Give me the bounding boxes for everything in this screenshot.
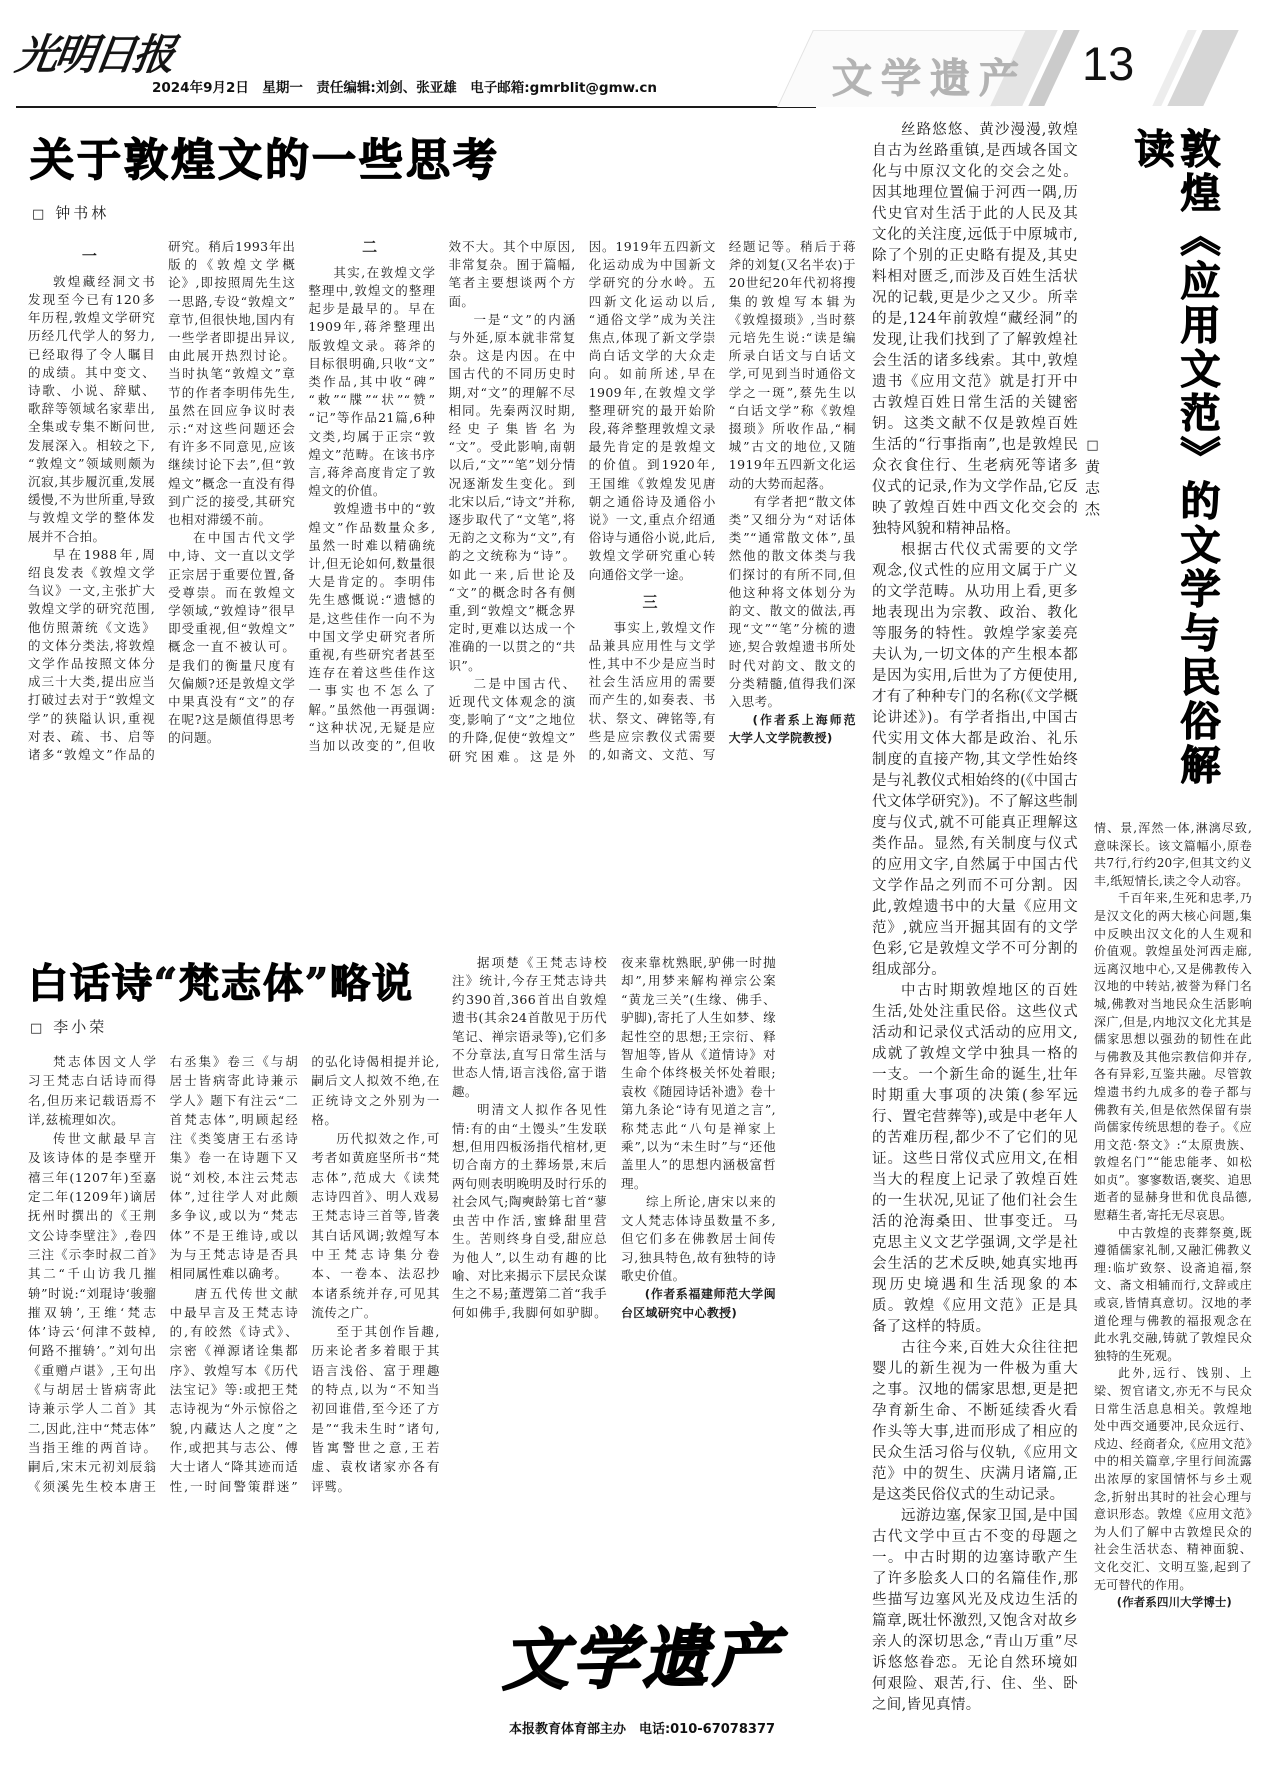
section-badge: 文学遗产 bbox=[832, 56, 1028, 102]
paragraph: 古往今来,百姓大众往往把婴儿的新生视为一件极为重大之事。汉地的儒家思想,更是把孕育新生命、不断延续香火看作头等大事,进而形成了相应的民众生活习俗与仪轨,《应用文范》中的贺生、庆满月诸篇,正是这类民俗仪式的生动记录。 bbox=[872, 1340, 1078, 1503]
attribution: (作者系上海师范大学人文学院教授) bbox=[728, 713, 856, 746]
paragraph: 其实,在敦煌文学整理中,敦煌文的整理起步是最早的。早在1909年,蒋斧整理出版敦煌文录。蒋斧的目标很明确,只收“文”类作品,其中收“碑”“敕”“牒”“状”“赞”“记”等作品21篇,6种文类,均属于正宗“敦煌文”范畴。在该书序言,蒋斧高度肯定了敦煌文的价值。 bbox=[308, 264, 436, 499]
article3-column-main bbox=[872, 120, 1078, 1784]
paragraph: 历代拟效之作,可考者如黄庭坚所书“梵志体”,范成大《读梵志诗四首》、明人戏易王梵志诗三首等,皆袭其白话风调;敦煌写本中王梵志诗集分卷本、一卷本、法忍抄本诸系统并存,可见其流传之广。 bbox=[311, 1131, 440, 1320]
article3-headline-vertical: 敦煌《应用文范》的文学与民俗解读 bbox=[1128, 128, 1221, 788]
article2-body-left bbox=[28, 1052, 440, 1790]
calligraphy-title: 文学遗产 bbox=[501, 1616, 783, 1700]
paragraph: 明清文人拟作各见性情:有的由“土馒头”生发联想,但用四板汤指代棺材,更切合南方的土葬场景,末后两句则表明晚明及时行乐的社会风气;陶奭龄第七首“蓼虫苦中作活,蜜蜂甜里营生。苦则终身自受,甜应总为他人”,以生动有趣的比喻、对比来揭示下层民众谋生之不易;董遌第二首“我手何如佛手,我脚何如驴脚。夜来靠枕熟眠,驴佛一时抛却”,用梦来解构禅宗公案“黄龙三关”(生缘、佛手、驴脚),寄托了人生如梦、缘起性空的思想;王宗衍、释智旭等,皆从《道情诗》对生命个体终极关怀处着眼;袁枚《随园诗话补遗》卷十第九条论“诗有见道之言”,称梵志此“八句是禅家上乘”,以为“未生时”与“还他盖里人”的思想内涵极富哲理。 bbox=[452, 955, 776, 1320]
paragraph: 早在1988年,周绍良发表《敦煌文学刍议》一文,主张扩大敦煌文学的研究范围,他仿照萧统《文选》的文体分类法,将敦煌文学作品按照文体分成三十大类,提出应当打破过去对于“敦煌文学”的狭隘认识,重视对表、疏、书、启等诸多“敦煌文”作品的研究。稍后1993年出版的《敦煌文学概论》,即按照周先生这一思路,专设“敦煌文”章节,但很快地,国内有一些学者即提出异议,由此展开热烈讨论。当时执笔“敦煌文”章节的作者李明伟先生,虽然在回应争议时表示:“对这些问题还会有许多不同意见,应该继续讨论下去”,但“敦煌文”概念一直没有得到广泛的接受,其研究也相对滞缓不前。 bbox=[28, 239, 296, 762]
article3-column-right bbox=[1094, 820, 1252, 1786]
attribution: (作者系四川大学博士) bbox=[1116, 1595, 1232, 1610]
paragraph: 事实上,敦煌文作品兼具应用性与文学性,其中不少是应当时社会生活应用的需要而产生的,如奏表、书状、祭文、碑铭等,有些是应宗教仪式需要的,如斋文、文范、写经题记等。稍后于蒋斧的刘复(又名半农)于20世纪20年代初将搜集的敦煌写本辑为《敦煌掇琐》,当时蔡元培先生说:“读是编所录白话文与白话文学,可见到当时通俗文学之一斑”,蔡先生以“白话文学”称《敦煌掇琐》所收作品,“桐城”古文的地位,又随1919年五四新文化运动的大势而起落。 bbox=[588, 239, 856, 762]
paragraph: 千百年来,生死和忠孝,乃是汉文化的两大核心问题,集中反映出汉文化的人生观和价值观。敦煌虽处河西走廊,远离汉地中心,又是佛教传入汉地的中转站,被誉为释门名城,佛教对当地民众生活影响深广,但是,内地汉文化尤其是儒家思想以强劲的韧性在此与佛教及其他宗教信仰并存,各有异彩,互鉴共融。尽管敦煌遗书约九成多的卷子都与佛教有关,但是依然保留有崇尚儒家传统思想的卷子。《应用文范·祭文》:“太原贵族、敦煌名门”“能忠能孝、如松如贞”。寥寥数语,褒奖、追思逝者的显赫身世和优良品德,慰藉生者,寄托无尽哀思。 bbox=[1094, 891, 1252, 1223]
paragraph: 中古敦煌的丧葬祭奠,既遵循儒家礼制,又融汇佛教义理:临圹致祭、设斋追福,祭文、斋文相辅而行,文辞或庄或哀,皆情真意切。汉地的孝道伦理与佛教的福报观念在此水乳交融,铸就了敦煌民众独特的生死观。 bbox=[1094, 1225, 1252, 1363]
paragraph: 丝路悠悠、黄沙漫漫,敦煌自古为丝路重镇,是西域各国文化与中原汉文化的交会之处。因其地理位置偏于河西一隅,历代史官对生活于此的人民及其文化的关注度,远低于中原城市,除了个别的正史略有提及,其史料相对匮乏,而涉及百姓生活状况的记载,更是少之又少。所幸的是,124年前敦煌“藏经洞”的发现,让我们找到了了解敦煌社会生活的诸多线索。其中,敦煌遗书《应用文范》就是打开中古敦煌百姓日常生活的关键密钥。这类文献不仅是敦煌百姓生活的“行事指南”,也是敦煌民众衣食住行、生老病死等诸多仪式的记录,作为文学作品,它反映了敦煌百姓中西文化交会的独特风貌和精神品格。 bbox=[872, 122, 1078, 537]
article1-headline: 关于敦煌文的一些思考 bbox=[30, 135, 500, 186]
paragraph: 二是中国古代、近现代文体观念的演变,影响了“文”之地位的升降,促使“敦煌文”研究困难。这是外因。1919年五四新文化运动成为中国新文学研究的分水岭。五四新文化运动以后,“通俗文学”成为关注焦点,体现了新文学崇尚白话文学的大众走向。如前所述,早在1909年,在敦煌文学整理研究的最开始阶段,蒋斧整理敦煌文录最先肯定的是敦煌文的价值。到1920年,王国维《敦煌发见唐朝之通俗诗及通俗小说》一文,重点介绍通俗诗与通俗小说,此后,敦煌文学研究重心转向通俗文学一途。 bbox=[448, 239, 716, 764]
paragraph: 敦煌遗书中的“敦煌文”作品数量众多,虽然一时难以精确统计,但无论如何,数量很大是肯定的。李明伟先生感慨说:“遗憾的是,这些佳作一向不为中国文学史研究者所重视,有些研究者甚至连存在着这些佳作这一事实也不怎么了解。”虽然他一再强调:“这种状况,无疑是应当加以改变的”,但收效不大。其个中原因,非常复杂。囿于篇幅,笔者主要想谈两个方面。 bbox=[308, 239, 576, 753]
paragraph: 梵志体因文人学习王梵志白话诗而得名,但历来记载语焉不详,兹梳理如次。 bbox=[28, 1054, 157, 1127]
byline-square-icon: □ bbox=[1085, 438, 1100, 459]
paragraph: 此外,远行、饯别、上梁、贺官诸文,亦无不与民众日常生活息息相关。敦煌地处中西交通要冲,民众远行、戍边、经商者众,《应用文范》中的相关篇章,字里行间流露出浓厚的家国情怀与乡土观念,折射出其时的社会心理与意识形态。敦煌《应用文范》为人们了解中古敦煌民众的社会生活状态、精神面貌、文化交汇、文明互鉴,起到了无可替代的作用。 bbox=[1094, 1366, 1252, 1592]
paragraph: 在中国古代文学中,诗、文一直以文学正宗居于重要位置,备受尊崇。而在敦煌文学领域,“敦煌诗”很早即受重视,但“敦煌文”概念一直不被认可。是我们的衡量尺度有欠偏颇?还是敦煌文学中果真没有“文”的存在呢?这是颇值得思考的问题。 bbox=[168, 530, 296, 746]
paragraph: 据项楚《王梵志诗校注》统计,今存王梵志诗共约390首,366首出自敦煌遗书(其余24首散见于历代笔记、禅宗语录等),它们多不分章法,直写日常生活与世态人情,语言浅俗,富于谐趣。 bbox=[452, 955, 607, 1099]
calligraphy-caption: 本报教育体育部主办 电话:010-67078377 bbox=[508, 1721, 776, 1737]
page-number: 13 bbox=[1082, 37, 1135, 90]
article3-author: 黄志杰 bbox=[1083, 459, 1101, 522]
paragraph: 远游边塞,保家卫国,是中国古代文学中亘古不变的母题之一。中古时期的边塞诗歌产生了许多脍炙人口的名篇佳作,那些描写边塞风光及戍边生活的篇章,既壮怀激烈,又饱含对故乡亲人的深切思念,“青山万重”尽诉悠悠眷恋。无论自然环境如何艰险、艰苦,行、住、坐、卧之间,皆见真情。 bbox=[872, 1508, 1078, 1713]
calligraphy-block bbox=[492, 1606, 792, 1737]
paragraph: 传世文献最早言及该诗体的是李壁开禧三年(1207年)至嘉定二年(1209年)谪居抚州时撰出的《王荆文公诗李壁注》,卷四三注《示李时叔二首》其二“千山访我几摧辀”时说:“刘琨诗‘骏骝摧双辀’,王维‘梵志体’诗云‘何津不鼓棹,何路不摧辀’。”刘句出《重赠卢谌》,王句出《与胡居士皆病寄此诗兼示学人二首》其二,因此,注中“梵志体”当指王维的两首诗。嗣后,宋末元初刘辰翁《须溪先生校本唐王右丞集》卷三《与胡居士皆病寄此诗兼示学人》题下有注云“二首梵志体”,明顾起经注《类笺唐王右丞诗集》卷一在诗题下又说“刘校,本注云梵志体”,过往学人对此颇多争议,或以为“梵志体”不是王维诗,或以为与王梵志诗是否具相同属性难以确考。 bbox=[28, 1054, 299, 1494]
paragraph: 唐五代传世文献中最早言及王梵志诗的,有皎然《诗式》、宗密《禅源诸诠集都序》、敦煌写本《历代法宝记》等:或把王梵志诗视为“外示惊俗之貌,内藏达人之度”之作,或把其与志公、傅大士诸人“降其迹而适性,一时间警策群迷”的弘化诗偈相提并论,嗣后文人拟效不绝,在正统诗文之外别为一格。 bbox=[169, 1054, 440, 1494]
article1-byline bbox=[32, 202, 109, 223]
dateline: 2024年9月2日 星期一 责任编辑:刘剑、张亚雄 电子邮箱:gmrblit@gmw.cn bbox=[152, 80, 657, 96]
masthead-logo: 光明日报 bbox=[12, 30, 176, 79]
paragraph: 敦煌藏经洞文书发现至今已有120多年历程,敦煌文学研究历经几代学人的努力,已经取得了令人瞩目的成绩。其中变文、诗歌、小说、辞赋、歌辞等领域名家辈出,全集或专集不断问世,发展深入。相较之下,“敦煌文”领域则颇为沉寂,其步履沉重,发展缓慢,不为世所重,导致与敦煌文学的整体发展并不合拍。 bbox=[28, 273, 156, 544]
article1-author: 钟书林 bbox=[55, 204, 110, 222]
section-mark: 二 bbox=[362, 238, 382, 256]
paragraph: 至于其创作旨趣,历来论者多着眼于其语言浅俗、富于理趣的特点,以为“不知当初回谁借,至今还了方是”“我未生时”诸句,皆寓警世之意,王若虚、袁枚诸家亦各有评骘。 bbox=[311, 1324, 440, 1494]
article2-headline: 白话诗“梵志体”略说 bbox=[28, 960, 415, 1007]
section-mark: 三 bbox=[642, 592, 662, 611]
byline-square-icon: □ bbox=[32, 207, 48, 222]
paragraph: 中古时期敦煌地区的百姓生活,处处注重民俗。这些仪式活动和记录仪式活动的应用文,成就了敦煌文学中独具一格的一支。一个新生命的诞生,壮年时期重大事项的决策(参军远行、置宅营葬等),或是中老年人的苦难历程,都少不了它们的见证。这些日常仪式应用文,在相当大的程度上记录了敦煌百姓的一生状况,见证了他们社会生活的沧海桑田、世事变迁。马克思主义文艺学强调,文学是社会生活的艺术反映,她真实地再现历史境遇和生活现象的本质。敦煌《应用文范》正是具备了这样的特质。 bbox=[872, 983, 1078, 1335]
section-mark: 一 bbox=[81, 247, 102, 265]
attribution: (作者系福建师范大学闽台区域研究中心教授) bbox=[621, 1287, 776, 1320]
byline-square-icon: □ bbox=[30, 1021, 46, 1036]
paragraph: 综上所论,唐宋以来的文人梵志体诗虽数量不多,但它们多在佛教居士间传习,独具特色,故有独特的诗歌史价值。 bbox=[621, 1194, 776, 1283]
paragraph: 根据古代仪式需要的文学观念,仪式性的应用文属于广义的文学范畴。从功用上看,更多地表现出为宗教、政治、教化等服务的特性。敦煌学家姜亮夫认为,一切文体的产生根本都是因为实用,后世为了方便使用,才有了种种专门的名称(《文学概论讲述》)。有学者指出,中国古代实用文体大都是政治、礼乐制度的直接产物,其文学性始终是与礼教仪式相始终的(《中国古代文体学研究》)。不了解这些制度与仪式,就不可能真正理解这类作品。显然,有关制度与仪式的应用文字,自然属于中国古代文学作品之列而不可分割。因此,敦煌遗书中的大量《应用文范》,就应当开掘其固有的文学色彩,它是敦煌文学不可分割的组成部分。 bbox=[872, 542, 1078, 978]
paragraph: 情、景,浑然一体,淋漓尽致,意味深长。该文篇幅小,原卷共7行,行约20字,但其文约义丰,纸短情长,读之令人动容。 bbox=[1094, 821, 1252, 888]
paragraph: 有学者把“散文体类”又细分为“对话体类”“通常散文体”,虽然他的散文体类与我们探讨的有所不同,但他这种将文体划分为韵文、散文的做法,再现“文”“笔”分梳的遗迹,契合敦煌遗书所处时代对韵文、散文的分类精髓,值得我们深入思考。 bbox=[728, 493, 856, 710]
header-rule bbox=[16, 106, 816, 108]
article3-byline bbox=[1082, 438, 1103, 522]
article1-body bbox=[28, 238, 856, 944]
article2-body-right bbox=[452, 954, 776, 1602]
paragraph: 一是“文”的内涵与外延,原本就非常复杂。这是内因。在中国古代的不同历史时期,对“文”的理解不尽相同。先秦两汉时期,经史子集皆名为“文”。受此影响,南朝以后,“文”“笔”划分情况逐渐发生变化。到北宋以后,“诗文”并称,逐步取代了“文笔”,将无韵之文称为“文”,有韵之文统称为“诗”。如此一来,后世论及“文”的概念时各有侧重,到“敦煌文”概念界定时,更难以达成一个准确的一以贯之的“共识”。 bbox=[448, 311, 576, 673]
article2-author: 李小荣 bbox=[53, 1018, 108, 1036]
article2-byline bbox=[30, 1016, 107, 1037]
